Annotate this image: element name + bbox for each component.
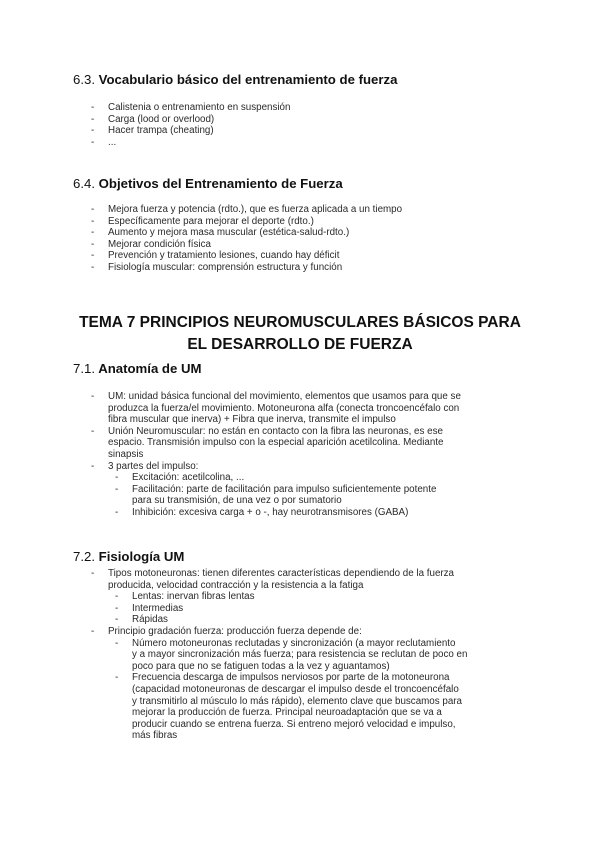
section-number: 6.4. (73, 176, 95, 191)
list-item: - Prevención y tratamiento lesiones, cuando hay déficit (108, 250, 402, 262)
list-item: - 3 partes del impulso: - Excitación: acetilcolina, ... - Facilitación: parte de facilitación para impulso suficientemente potente para su transmisión, de una vez o por sumatorio - Inhibición: excesiva carga + o -, hay neurotransmisores (GABA) (108, 461, 461, 519)
section-title: Anatomía de UM (98, 361, 202, 376)
section-number: 7.2. (73, 549, 95, 564)
list-item: - Mejorar condición física (108, 239, 402, 251)
section-title: Fisiología UM (98, 549, 185, 564)
chapter-title: TEMA 7 PRINCIPIOS NEUROMUSCULARES BÁSICOS PARA EL DESARROLLO DE FUERZA (79, 314, 521, 353)
section-6-4-heading (73, 176, 343, 191)
section-7-1-list (108, 391, 461, 519)
sublist (108, 591, 467, 626)
sublist (108, 638, 467, 742)
sublist-item: - Frecuencia descarga de impulsos nerviosos por parte de la motoneurona (capacidad motoneuronas de descargar el impulso desde el troncoencéfalo y transmitirlo al músculo lo más rápido), elemento clave que buscamos para mejorar la producción de fuerza. Principal neuroadaptación que se va a producir cuando se entrena fuerza. Si entreno mejoró velocidad e impulso, más fibras (132, 672, 467, 742)
list-item: - ... (108, 137, 290, 149)
section-number: 7.1. (73, 361, 95, 376)
section-6-3-list (108, 102, 290, 148)
list-item: - Tipos motoneuronas: tienen diferentes características dependiendo de la fuerza producida, velocidad contracción y la resistencia a la fatiga - Lentas: inervan fibras lentas - Intermedias - Rápidas (108, 568, 467, 626)
list-item: - Mejora fuerza y potencia (rdto.), que es fuerza aplicada a un tiempo (108, 204, 402, 216)
list-item: - UM: unidad básica funcional del movimiento, elementos que usamos para que se produzca la fuerza/el movimiento. Motoneurona alfa (conecta troncoencéfalo con fibra muscular que inerva) + Fibra que inerva, transmite el impulso (108, 391, 461, 426)
sublist-item: - Lentas: inervan fibras lentas (132, 591, 467, 603)
list-item: - Específicamente para mejorar el deporte (rdto.) (108, 216, 402, 228)
sublist-item: - Número motoneuronas reclutadas y sincronización (a mayor reclutamiento y a mayor sincronización más fuerza; para resistencia se reclutan de poco en poco para que no se fatiguen todas a la vez y aguantamos) (132, 638, 467, 673)
sublist-item: - Inhibición: excesiva carga + o -, hay neurotransmisores (GABA) (132, 507, 461, 519)
list-item: - Aumento y mejora masa muscular (estética-salud-rdto.) (108, 227, 402, 239)
sublist-item: - Intermedias (132, 603, 467, 615)
section-title: Objetivos del Entrenamiento de Fuerza (98, 176, 343, 191)
section-title: Vocabulario básico del entrenamiento de fuerza (98, 72, 398, 87)
section-7-2-list (108, 568, 467, 742)
list-item: - Carga (lood or overlood) (108, 114, 290, 126)
list-item: - Unión Neuromuscular: no están en contacto con la fibra las neuronas, es ese espacio. Transmisión impulso con la especial aparición acetilcolina. Mediante sinapsis (108, 426, 461, 461)
list-item: - Fisiología muscular: comprensión estructura y función (108, 262, 402, 274)
list-item: - Calistenia o entrenamiento en suspensión (108, 102, 290, 114)
sublist-item: - Facilitación: parte de facilitación para impulso suficientemente potente para su transmisión, de una vez o por sumatorio (132, 484, 461, 507)
sublist-item: - Excitación: acetilcolina, ... (132, 472, 461, 484)
sublist (108, 472, 461, 518)
section-6-4-list (108, 204, 402, 274)
section-6-3-heading (73, 72, 397, 87)
section-7-2-heading (73, 549, 184, 564)
list-item: - Principio gradación fuerza: producción fuerza depende de: - Número motoneuronas reclutadas y sincronización (a mayor reclutamiento y a mayor sincronización más fuerza; para resistencia se reclutan de poco en poco para que no se fatiguen todas a la vez y aguantamos) - Frecuencia descarga de impulsos nerviosos por parte de la motoneurona (capacidad motoneuronas de descargar el impulso desde el troncoencéfalo y transmitirlo al músculo lo más rápido), elemento clave que buscamos para mejorar la producción de fuerza. Principal neuroadaptación que se va a producir cuando se entrena fuerza. Si entreno mejoró velocidad e impulso, más fibras (108, 626, 467, 742)
list-item: - Hacer trampa (cheating) (108, 125, 290, 137)
section-number: 6.3. (73, 72, 95, 87)
section-7-1-heading (73, 361, 202, 376)
sublist-item: - Rápidas (132, 614, 467, 626)
